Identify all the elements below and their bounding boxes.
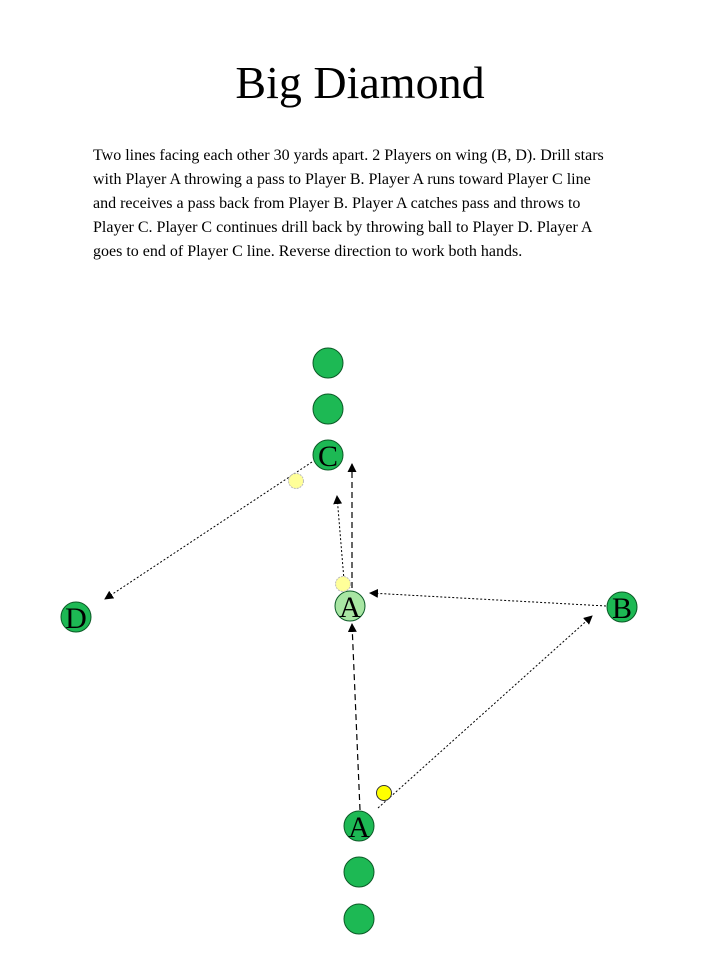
player-a-label: A (348, 811, 370, 844)
player-a-running-label: A (339, 591, 361, 624)
pass-a-to-c-arrow (337, 496, 344, 580)
ball-at-c (289, 474, 304, 489)
run-a-forward-arrow (352, 624, 360, 810)
player-c-line-2 (313, 394, 343, 424)
player-c-label: C (317, 440, 339, 473)
pass-b-to-a-arrow (370, 593, 606, 606)
player-c-line-1 (313, 348, 343, 378)
page-title: Big Diamond (235, 57, 485, 108)
pass-c-to-d-arrow (105, 462, 312, 599)
drill-description: Two lines facing each other 30 yards apart. 2 Players on wing (B, D). Drill stars with Player A throwing a pass to Player B. Player A runs toward Player C line and receives a pass back from Player B. Player A catches pass and throws to Player C. Player C continues drill back by throwing ball to Player D. Player A goes to end of Player C line. Reverse direction to work both hands. (93, 147, 604, 260)
player-a-line-2 (344, 857, 374, 887)
pass-a-to-b-arrow (378, 616, 592, 808)
ball-at-a (336, 577, 351, 592)
player-d-label: D (65, 602, 87, 635)
player-a-line-3 (344, 904, 374, 934)
player-b-label: B (611, 592, 633, 625)
ball-start (377, 786, 392, 801)
